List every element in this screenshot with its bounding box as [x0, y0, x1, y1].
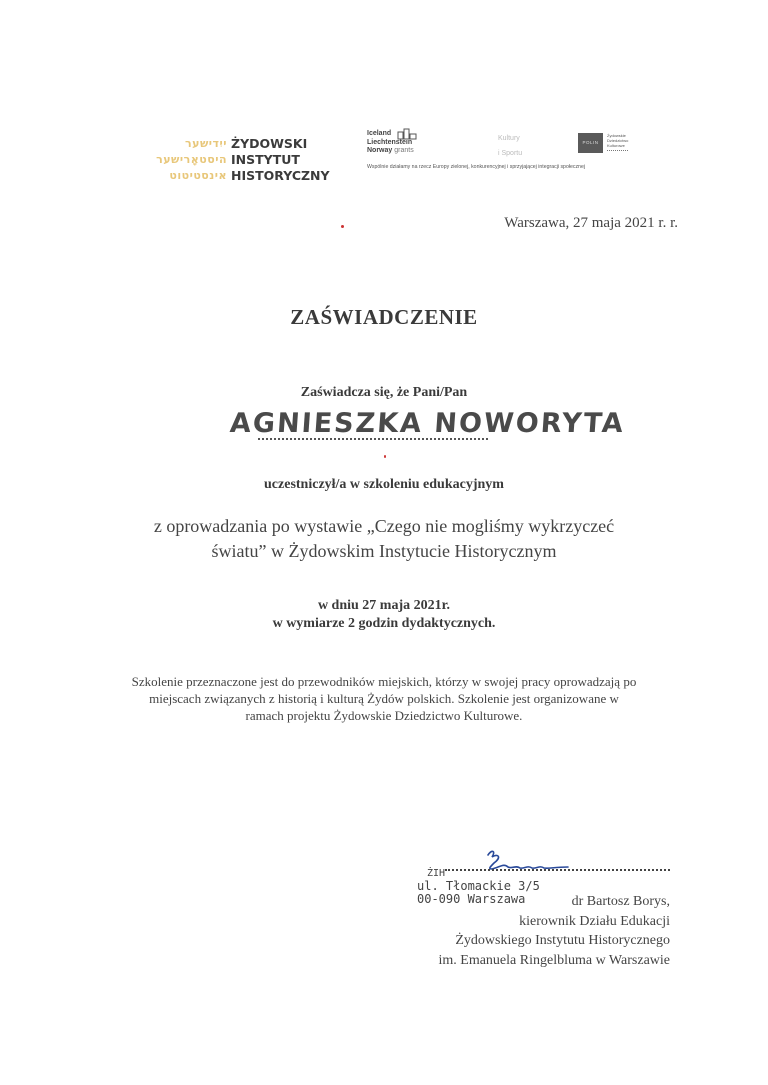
- recipient-name: AGNIESZKA NOWORYTA: [228, 408, 626, 439]
- eea-grants-mark-icon: [397, 128, 419, 140]
- zih-logo: [145, 136, 345, 188]
- note-line-3: ramach projektu Żydowskie Dziedzictwo Kulturowe.: [245, 708, 523, 723]
- scan-speck: [341, 225, 344, 228]
- stamp-line-3: 00-090 Warszawa: [417, 892, 526, 906]
- polin-logo: POLIN: [578, 133, 603, 153]
- training-duration: w wymiarze 2 godzin dydaktycznych.: [272, 616, 496, 631]
- polin-line-2: Dziedzictwo: [607, 138, 629, 143]
- signer-block: [439, 892, 671, 970]
- note-line-2: miejscach związanych z historią i kulturą Żydów polskich. Szkolenie jest organizowane w: [149, 691, 619, 706]
- signer-institution-full: im. Emanuela Ringelbluma w Warszawie: [438, 952, 670, 968]
- scan-speck: [384, 455, 386, 458]
- zih-logo-hebrew-1: ייִדישער: [185, 137, 227, 150]
- eea-suffix: grants: [394, 147, 414, 154]
- document-title: ZAŚWIADCZENIE: [290, 305, 478, 329]
- zih-logo-hebrew-3: אינסטיטוט: [169, 169, 227, 182]
- eea-line-1: Iceland: [367, 130, 392, 137]
- signer-role: kierownik Działu Edukacji: [519, 913, 670, 929]
- exhibition-line-2: światu” w Żydowskim Instytucie Historycznym: [211, 541, 557, 561]
- exhibition-line-1: z oprowadzania po wystawie „Czego nie mogliśmy wykrzyczeć: [153, 516, 615, 536]
- ministry-logo: [498, 131, 522, 161]
- training-note: [72, 673, 696, 724]
- signer-institution: Żydowskiego Instytutu Historycznego: [455, 933, 670, 948]
- signer-name: dr Bartosz Borys,: [571, 894, 670, 909]
- ministry-line-2: i Sportu: [498, 150, 523, 157]
- eea-line-2: Liechtenstein: [367, 138, 413, 146]
- training-date: w dniu 27 maja 2021r.: [317, 598, 451, 613]
- zih-logo-hebrew-2: היסטאָרישער: [156, 153, 227, 166]
- training-details: [0, 597, 768, 633]
- document-date: Warszawa, 27 maja 2021 r. r.: [504, 215, 678, 231]
- exhibition-text: [0, 514, 768, 564]
- header-tagline: Wspólnie działamy na rzecz Europy zielonej, konkurencyjnej i sprzyjającej integracji społecznej: [367, 164, 585, 170]
- polin-logo-text: [607, 133, 628, 151]
- note-line-1: Szkolenie przeznaczone jest do przewodników miejskich, którzy w swojej pracy oprowadzają po: [131, 674, 637, 689]
- stamp-line-2: ul. Tłomackie 3/5: [417, 879, 540, 893]
- name-dotted-line: [258, 438, 488, 440]
- zih-logo-line-2: INSTYTUT: [231, 152, 300, 167]
- certify-text: Zaświadcza się, że Pani/Pan: [300, 385, 468, 400]
- zih-logo-line-3: HISTORYCZNY: [231, 168, 330, 183]
- stamp-line-1: ŻIH: [427, 868, 446, 879]
- polin-line-1: Żydowskie: [607, 133, 626, 138]
- eea-line-3: Norway: [367, 147, 393, 154]
- participated-text: uczestniczył/a w szkoleniu edukacyjnym: [264, 477, 504, 492]
- polin-line-3: Kulturowe: [607, 143, 625, 148]
- ministry-line-1: Kultury: [498, 135, 520, 142]
- zih-logo-line-1: ŻYDOWSKI: [231, 136, 308, 151]
